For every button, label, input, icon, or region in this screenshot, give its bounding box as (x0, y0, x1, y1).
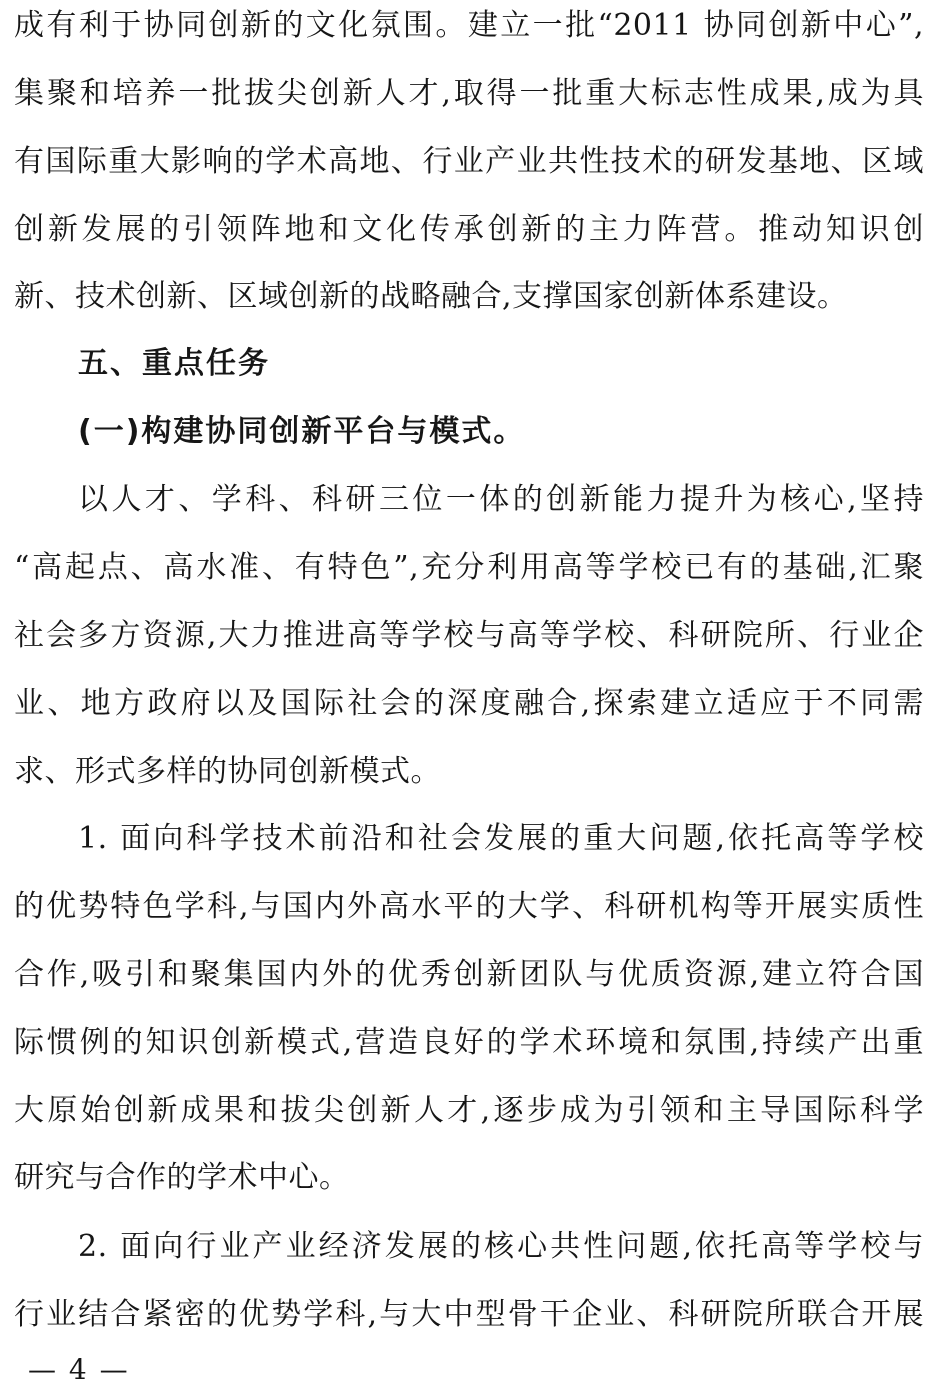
text-line: 成有利于协同创新的文化氛围。建立一批“2011 协同创新中心”, (14, 8, 924, 43)
text-line: 求、形式多样的协同创新模式。 (14, 754, 441, 789)
text-line: 大原始创新成果和拔尖创新人才,逐步成为引领和主导国际科学 (14, 1093, 924, 1128)
section-heading: 五、重点任务 (78, 346, 270, 381)
text-line: 社会多方资源,大力推进高等学校与高等学校、科研院所、行业企 (14, 618, 924, 653)
text-line: 研究与合作的学术中心。 (14, 1160, 350, 1195)
subsection-heading: (一)构建协同创新平台与模式。 (78, 414, 526, 449)
text-line: 创新发展的引领阵地和文化传承创新的主力阵营。推动知识创 (14, 212, 924, 247)
text-line: 集聚和培养一批拔尖创新人才,取得一批重大标志性成果,成为具 (14, 76, 924, 111)
text-line: 1. 面向科学技术前沿和社会发展的重大问题,依托高等学校 (78, 821, 924, 856)
text-line: 以人才、学科、科研三位一体的创新能力提升为核心,坚持 (78, 482, 924, 517)
text-line: 的优势特色学科,与国内外高水平的大学、科研机构等开展实质性 (14, 889, 924, 924)
text-line: 业、地方政府以及国际社会的深度融合,探索建立适应于不同需 (14, 686, 924, 721)
page-number: — 4 — (28, 1353, 130, 1386)
text-line: 际惯例的知识创新模式,营造良好的学术环境和氛围,持续产出重 (14, 1025, 924, 1060)
text-line: 有国际重大影响的学术高地、行业产业共性技术的研发基地、区域 (14, 144, 924, 179)
text-line: 2. 面向行业产业经济发展的核心共性问题,依托高等学校与 (78, 1229, 924, 1264)
text-line: “高起点、高水准、有特色”,充分利用高等学校已有的基础,汇聚 (14, 550, 924, 585)
text-line: 新、技术创新、区域创新的战略融合,支撑国家创新体系建设。 (14, 279, 848, 314)
text-line: 行业结合紧密的优势学科,与大中型骨干企业、科研院所联合开展 (14, 1297, 924, 1332)
text-line: 合作,吸引和聚集国内外的优秀创新团队与优质资源,建立符合国 (14, 957, 924, 992)
